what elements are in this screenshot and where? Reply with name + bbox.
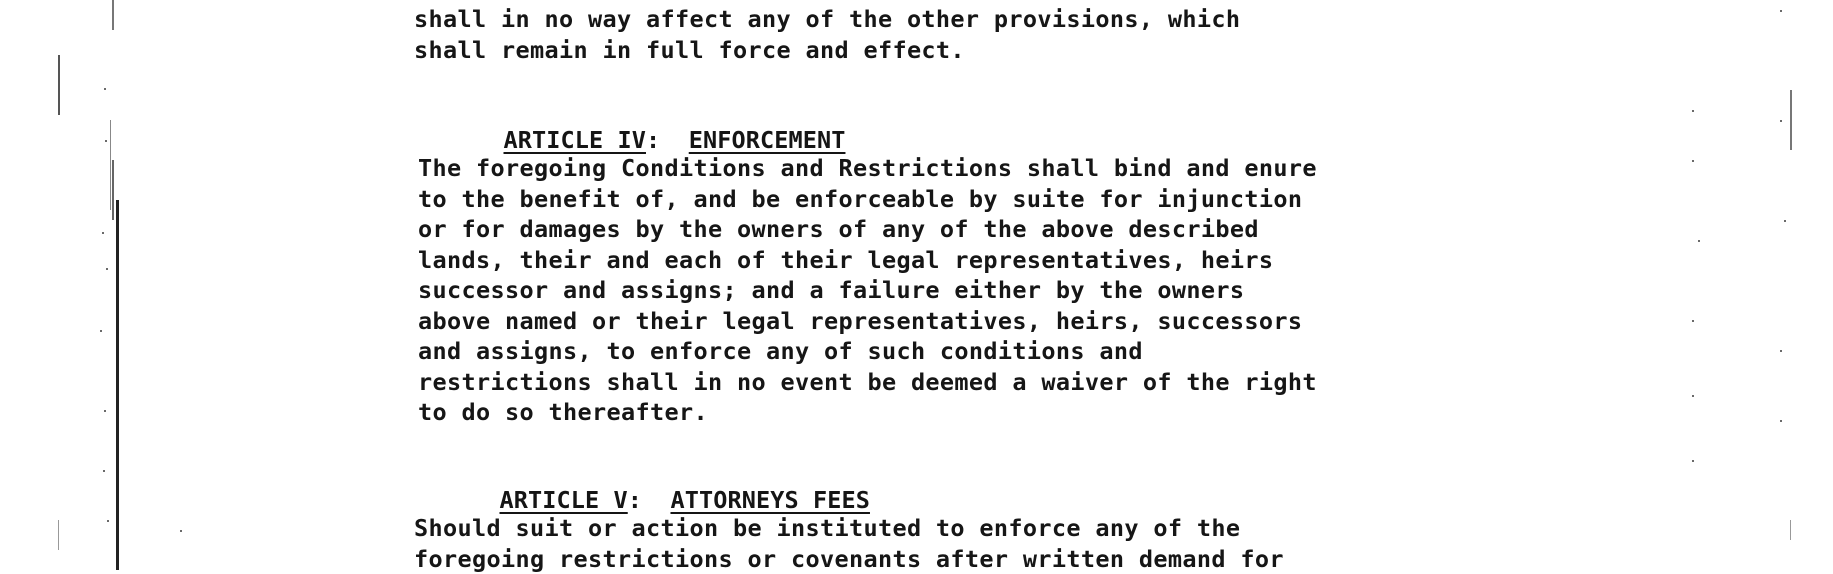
article-v-title: ATTORNEYS FEES bbox=[670, 486, 869, 514]
right-margin-scan-artifacts bbox=[1680, 0, 1833, 570]
article-iv-line: or for damages by the owners of any of the above described bbox=[418, 214, 1317, 245]
article-v-line: Should suit or action be instituted to enforce any of the bbox=[414, 513, 1284, 544]
article-iv-heading: ARTICLE IV: ENFORCEMENT bbox=[418, 95, 845, 185]
article-iv-line: restrictions shall in no event be deemed a waiver of the right bbox=[418, 367, 1317, 398]
article-iv-paragraph bbox=[418, 153, 1317, 428]
article-iv-line: The foregoing Conditions and Restrictions shall bind and enure bbox=[418, 153, 1317, 184]
article-iv-number: ARTICLE IV bbox=[504, 126, 646, 154]
article-iv-line: to the benefit of, and be enforceable by suite for injunction bbox=[418, 184, 1317, 215]
article-iv-line: successor and assigns; and a failure either by the owners bbox=[418, 275, 1317, 306]
lead-line-2: shall remain in full force and effect. bbox=[414, 35, 1240, 66]
lead-paragraph bbox=[414, 4, 1240, 65]
article-v-paragraph bbox=[414, 513, 1284, 574]
article-iv-line: and assigns, to enforce any of such conditions and bbox=[418, 336, 1317, 367]
article-v-line: foregoing restrictions or covenants after written demand for bbox=[414, 544, 1284, 574]
article-iv-line: to do so thereafter. bbox=[418, 397, 1317, 428]
article-v-heading: ARTICLE V: ATTORNEYS FEES bbox=[414, 455, 870, 545]
left-margin-scan-artifacts bbox=[50, 0, 190, 570]
article-v-number: ARTICLE V bbox=[500, 486, 628, 514]
article-iv-line: above named or their legal representatives, heirs, successors bbox=[418, 306, 1317, 337]
article-iv-title: ENFORCEMENT bbox=[689, 126, 846, 154]
article-iv-line: lands, their and each of their legal representatives, heirs bbox=[418, 245, 1317, 276]
lead-line-1: shall in no way affect any of the other provisions, which bbox=[414, 4, 1240, 35]
